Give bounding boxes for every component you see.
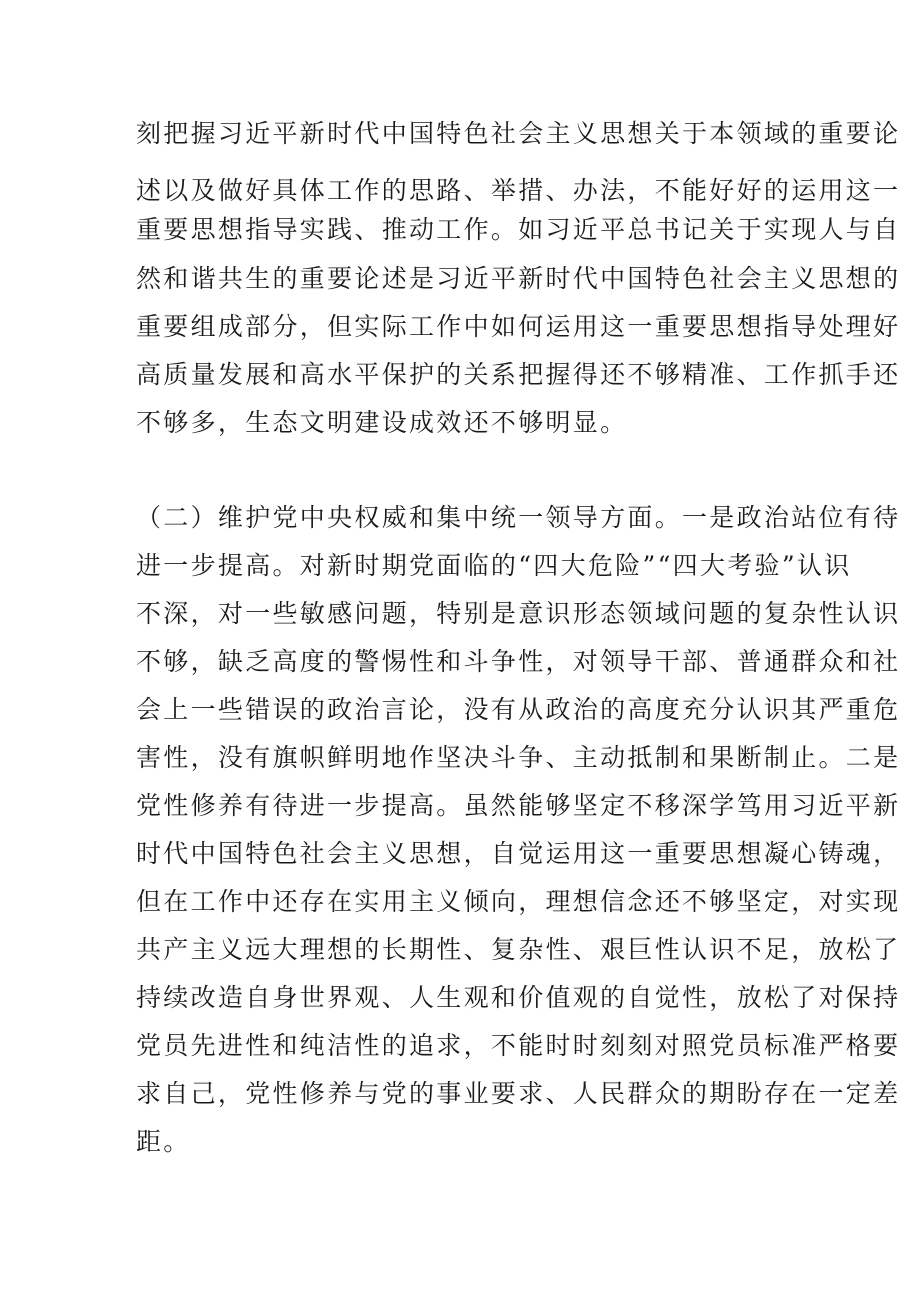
text-line: 共产主义远大理想的长期性、复杂性、艰巨性认识不足，放松了 — [136, 935, 901, 964]
text-line: （二）维护党中央权威和集中统一领导方面。一是政治站位有待 — [136, 503, 901, 532]
text-line: 然和谐共生的重要论述是习近平新时代中国特色社会主义思想的 — [136, 264, 901, 293]
text-line: 害性，没有旗帜鲜明地作坚决斗争、主动抵制和果断制止。二是 — [136, 743, 901, 772]
text-line: 但在工作中还存在实用主义倾向，理想信念还不够坚定，对实现 — [136, 887, 901, 916]
text-line: 不深，对一些敏感问题，特别是意识形态领域问题的复杂性认识 — [136, 599, 901, 628]
text-line: 进一步提高。对新时期党面临的“四大危险”“四大考验”认识 — [136, 551, 852, 580]
text-line: 述以及做好具体工作的思路、举措、办法，不能好好的运用这一 — [136, 176, 901, 205]
text-line: 高质量发展和高水平保护的关系把握得还不够精准、工作抓手还 — [136, 360, 901, 389]
text-line: 时代中国特色社会主义思想，自觉运用这一重要思想凝心铸魂， — [136, 839, 901, 868]
text-line: 重要思想指导实践、推动工作。如习近平总书记关于实现人与自 — [136, 215, 901, 244]
text-line: 党性修养有待进一步提高。虽然能够坚定不移深学笃用习近平新 — [136, 791, 901, 820]
text-line: 重要组成部分，但实际工作中如何运用这一重要思想指导处理好 — [136, 312, 901, 341]
text-line: 求自己，党性修养与党的事业要求、人民群众的期盼存在一定差 — [136, 1079, 901, 1108]
text-line: 党员先进性和纯洁性的追求，不能时时刻刻对照党员标准严格要 — [136, 1031, 901, 1060]
text-line: 不够，缺乏高度的警惕性和斗争性，对领导干部、普通群众和社 — [136, 647, 901, 676]
text-line: 距。 — [136, 1127, 191, 1156]
text-line: 不够多，生态文明建设成效还不够明显。 — [136, 408, 628, 437]
text-line: 会上一些错误的政治言论，没有从政治的高度充分认识其严重危 — [136, 695, 901, 724]
text-line: 刻把握习近平新时代中国特色社会主义思想关于本领域的重要论 — [136, 119, 901, 148]
text-line: 持续改造自身世界观、人生观和价值观的自觉性，放松了对保持 — [136, 983, 901, 1012]
